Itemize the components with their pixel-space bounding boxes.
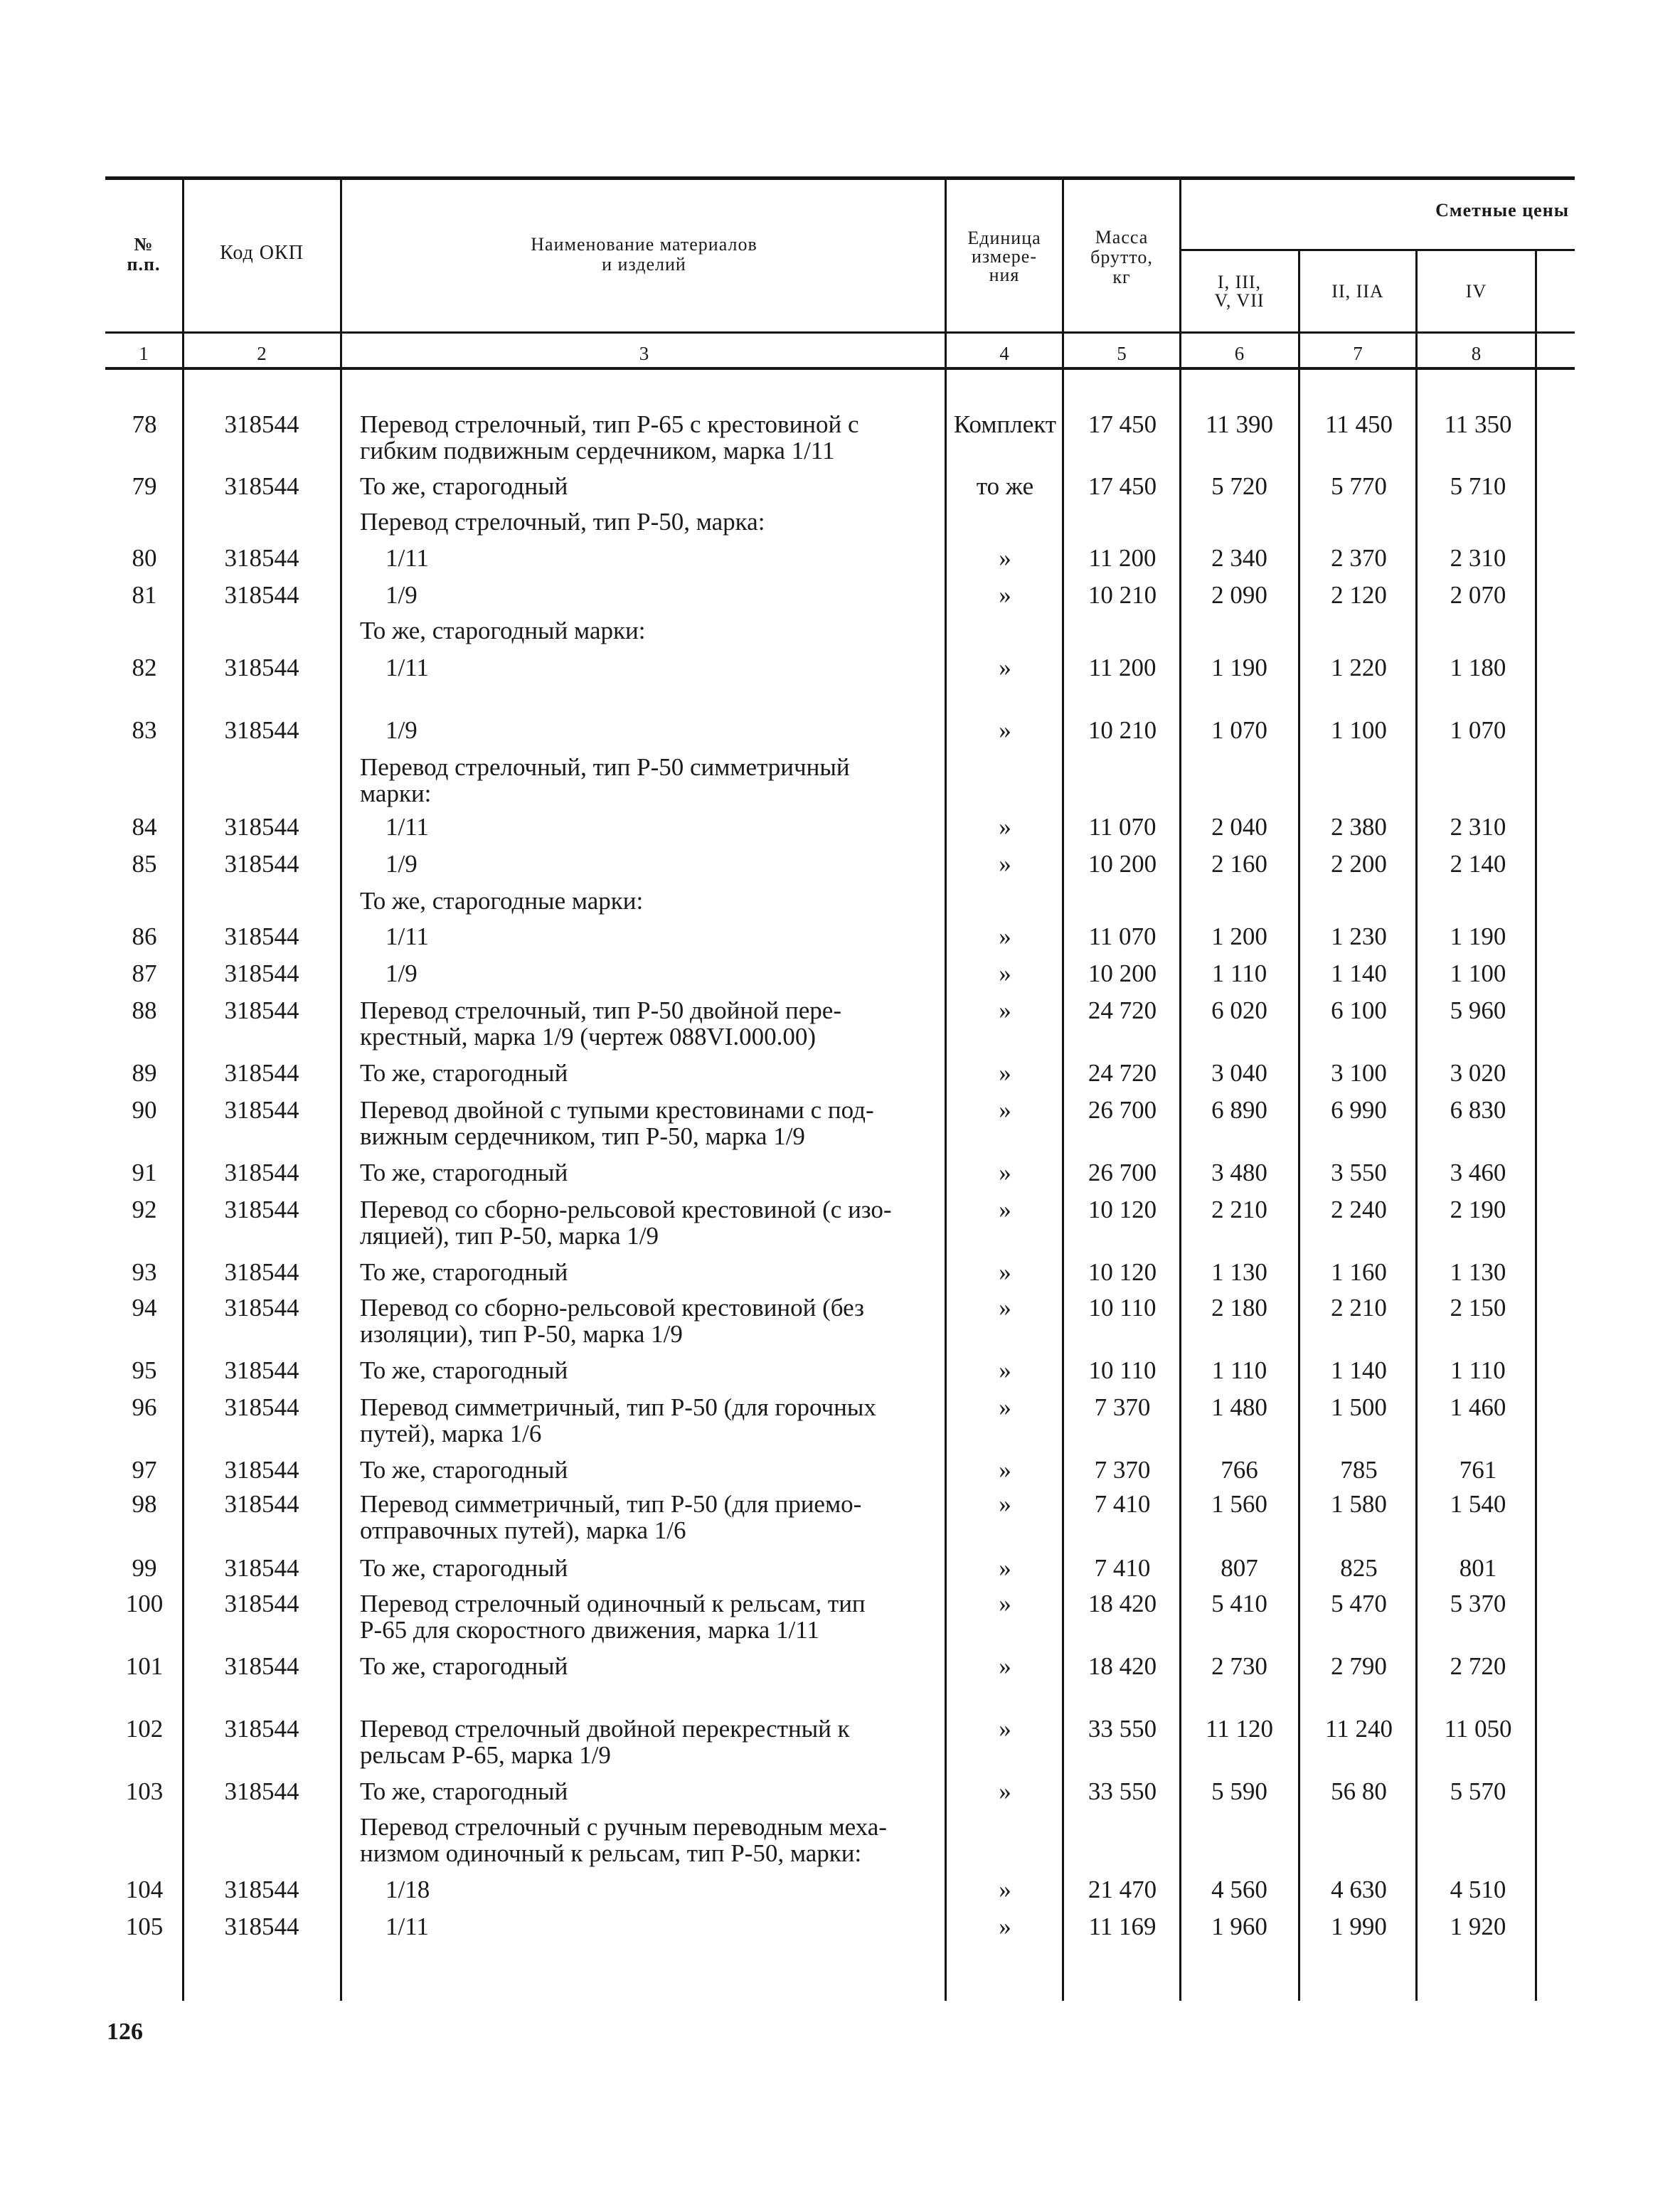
unit-of-measure: »: [999, 1456, 1011, 1484]
price-zone-3: 1 110: [1450, 1356, 1506, 1384]
item-name-line: изоляции), тип Р-50, марка 1/9: [360, 1320, 683, 1348]
item-name: [360, 617, 1036, 644]
unit-of-measure: »: [999, 654, 1011, 681]
gross-mass: 10 120: [1088, 1196, 1157, 1223]
column-number: 5: [1117, 343, 1127, 364]
price-zone-3: 1 460: [1450, 1393, 1506, 1421]
unit-of-measure: »: [999, 923, 1011, 950]
item-name: [360, 1814, 1036, 1866]
unit-of-measure: »: [999, 544, 1011, 572]
item-name-line: ляцией), тип Р-50, марка 1/9: [360, 1222, 659, 1250]
item-name-line: То же, старогодный: [360, 1356, 568, 1384]
item-name: [360, 1876, 1061, 1903]
price-zone-2: 4 630: [1331, 1876, 1387, 1903]
unit-of-measure: »: [999, 1715, 1011, 1743]
okp-code: 318544: [224, 1590, 299, 1617]
price-zone-1: 3 480: [1211, 1159, 1267, 1186]
price-zone-3: 11 350: [1444, 410, 1512, 438]
item-name: [360, 1913, 1061, 1940]
item-name-line: 1/11: [386, 923, 429, 950]
price-zone-3: 1 130: [1450, 1258, 1506, 1286]
price-zone-3: 1 100: [1450, 959, 1506, 987]
item-name-line: 1/9: [386, 959, 418, 987]
gross-mass: 10 210: [1088, 716, 1157, 744]
gross-mass: 11 200: [1088, 654, 1157, 681]
price-zone-1: 2 160: [1211, 850, 1267, 878]
item-name-line: То же, старогодный марки:: [360, 617, 646, 644]
gross-mass: 7 410: [1094, 1554, 1151, 1582]
price-zone-3: 2 140: [1450, 850, 1506, 878]
price-zone-3: 1 190: [1450, 923, 1506, 950]
unit-of-measure: »: [999, 1590, 1011, 1617]
price-zone-1: 1 560: [1211, 1490, 1267, 1518]
header-code: Код ОКП: [220, 242, 304, 264]
unit-of-measure: »: [999, 1294, 1011, 1322]
unit-of-measure: »: [999, 1258, 1011, 1286]
item-name: [360, 888, 1036, 914]
column-number-rule: [105, 367, 1575, 370]
okp-code: 318544: [224, 1554, 299, 1582]
okp-code: 318544: [224, 654, 299, 681]
price-zone-1: 2 340: [1211, 544, 1267, 572]
price-zone-1: 1 190: [1211, 654, 1267, 681]
top-rule: [105, 176, 1575, 180]
unit-of-measure: Комплект: [953, 410, 1057, 438]
price-zone-1: 4 560: [1211, 1876, 1267, 1903]
okp-code: 318544: [224, 544, 299, 572]
price-zone-2: 2 210: [1331, 1294, 1387, 1322]
price-zone-1: 1 200: [1211, 923, 1267, 950]
gross-mass: 18 420: [1088, 1590, 1157, 1617]
row-number: 80: [132, 544, 157, 572]
okp-code: 318544: [224, 1258, 299, 1286]
row-number: 82: [132, 654, 157, 681]
gross-mass: 7 370: [1094, 1456, 1151, 1484]
column-number: 7: [1353, 343, 1363, 364]
table-sheet: [105, 0, 1575, 2185]
price-zone-1: 11 390: [1206, 410, 1273, 438]
row-number: 103: [125, 1777, 164, 1805]
column-number: 6: [1234, 343, 1245, 364]
price-zone-3: 2 190: [1450, 1196, 1506, 1223]
price-zone-3: 2 310: [1450, 813, 1506, 841]
item-name-line: отправочных путей), марка 1/6: [360, 1516, 686, 1544]
price-zone-2: 2 240: [1331, 1196, 1387, 1223]
price-zone-2: 2 380: [1331, 813, 1387, 841]
row-number: 78: [132, 410, 157, 438]
gross-mass: 26 700: [1088, 1096, 1157, 1124]
item-name-line: низмом одиночный к рельсам, тип Р-50, марки:: [360, 1839, 862, 1867]
item-name-line: вижным сердечником, тип Р-50, марка 1/9: [360, 1122, 805, 1150]
price-zone-3: 2 310: [1450, 544, 1506, 572]
okp-code: 318544: [224, 996, 299, 1024]
item-name-line: Перевод симметричный, тип Р-50 (для приемо-: [360, 1490, 862, 1518]
unit-of-measure: »: [999, 1876, 1011, 1903]
item-name: [360, 1060, 1036, 1086]
item-name-line: 1/11: [386, 544, 429, 572]
item-name: [360, 754, 1036, 807]
price-zone-3: 1 920: [1450, 1913, 1506, 1940]
item-name: [360, 1259, 1036, 1285]
okp-code: 318544: [224, 1159, 299, 1186]
price-zone-3: 6 830: [1450, 1096, 1506, 1124]
item-name-line: 1/9: [386, 716, 418, 744]
item-name: [360, 1097, 1036, 1149]
unit-of-measure: »: [999, 581, 1011, 609]
gross-mass: 10 110: [1088, 1294, 1157, 1322]
price-zone-2: 1 990: [1331, 1913, 1387, 1940]
header-zone-1: I, III, V, VII: [1214, 272, 1265, 311]
item-name-line: То же, старогодный: [360, 1456, 568, 1484]
unit-of-measure: »: [999, 1096, 1011, 1124]
item-name-line: То же, старогодный: [360, 1159, 568, 1186]
price-zone-2: 1 230: [1331, 923, 1387, 950]
column-divider: [340, 180, 342, 2001]
row-number: 98: [132, 1490, 157, 1518]
item-name: [360, 1555, 1036, 1581]
gross-mass: 26 700: [1088, 1159, 1157, 1186]
prices-subheader-rule: [1181, 249, 1575, 251]
column-number: 4: [999, 343, 1009, 364]
unit-of-measure: то же: [976, 472, 1034, 500]
gross-mass: 24 720: [1088, 996, 1157, 1024]
row-number: 99: [132, 1554, 157, 1582]
price-zone-2: 1 580: [1331, 1490, 1387, 1518]
okp-code: 318544: [224, 1196, 299, 1223]
unit-of-measure: »: [999, 959, 1011, 987]
gross-mass: 7 410: [1094, 1490, 1151, 1518]
row-number: 100: [125, 1590, 164, 1617]
item-name-line: Перевод со сборно-рельсовой крестовиной (без: [360, 1294, 864, 1322]
header-prices: Сметные цены: [1435, 200, 1569, 220]
price-zone-1: 2 730: [1211, 1652, 1267, 1680]
unit-of-measure: »: [999, 1490, 1011, 1518]
gross-mass: 21 470: [1088, 1876, 1157, 1903]
price-zone-1: 6 020: [1211, 996, 1267, 1024]
unit-of-measure: »: [999, 850, 1011, 878]
okp-code: 318544: [224, 1913, 299, 1940]
item-name: [360, 960, 1061, 987]
price-zone-1: 5 590: [1211, 1777, 1267, 1805]
item-name: [360, 1716, 1036, 1768]
row-number: 90: [132, 1096, 157, 1124]
price-zone-1: 1 110: [1211, 959, 1267, 987]
okp-code: 318544: [224, 716, 299, 744]
price-zone-3: 1 180: [1450, 654, 1506, 681]
gross-mass: 7 370: [1094, 1393, 1151, 1421]
price-zone-2: 1 140: [1331, 1356, 1387, 1384]
item-name: [360, 1357, 1036, 1383]
okp-code: 318544: [224, 410, 299, 438]
header-zone-2: II, IIA: [1331, 281, 1384, 302]
price-zone-1: 3 040: [1211, 1059, 1267, 1087]
row-number: 92: [132, 1196, 157, 1223]
price-zone-3: 3 020: [1450, 1059, 1506, 1087]
unit-of-measure: »: [999, 1913, 1011, 1940]
price-zone-2: 6 990: [1331, 1096, 1387, 1124]
item-name-line: То же, старогодные марки:: [360, 887, 644, 915]
price-zone-2: 11 450: [1325, 410, 1393, 438]
unit-of-measure: »: [999, 1393, 1011, 1421]
row-number: 84: [132, 813, 157, 841]
header-name: Наименование материалов и изделий: [531, 234, 757, 275]
row-number: 89: [132, 1059, 157, 1087]
row-number: 93: [132, 1258, 157, 1286]
item-name-line: То же, старогодный: [360, 1652, 568, 1680]
item-name-line: Перевод стрелочный, тип Р-50 двойной пере-: [360, 996, 841, 1024]
unit-of-measure: »: [999, 716, 1011, 744]
item-name: [360, 814, 1061, 840]
item-name: [360, 1159, 1036, 1186]
item-name-line: 1/11: [386, 813, 429, 841]
price-zone-2: 1 100: [1331, 716, 1387, 744]
item-name-line: То же, старогодный: [360, 472, 568, 500]
price-zone-3: 5 710: [1450, 472, 1506, 500]
unit-of-measure: »: [999, 1196, 1011, 1223]
unit-of-measure: »: [999, 1554, 1011, 1582]
item-name-line: Р-65 для скоростного движения, марка 1/11: [360, 1616, 819, 1644]
price-zone-1: 1 110: [1211, 1356, 1267, 1384]
unit-of-measure: »: [999, 1356, 1011, 1384]
item-name: [360, 654, 1061, 681]
unit-of-measure: »: [999, 1059, 1011, 1087]
header-unit: Единица измере- ния: [967, 228, 1041, 285]
price-zone-1: 2 180: [1211, 1294, 1267, 1322]
gross-mass: 18 420: [1088, 1652, 1157, 1680]
price-zone-3: 2 720: [1450, 1652, 1506, 1680]
item-name-line: 1/11: [386, 654, 429, 681]
gross-mass: 10 200: [1088, 959, 1157, 987]
item-name: [360, 851, 1061, 877]
row-number: 86: [132, 923, 157, 950]
column-number: 3: [639, 343, 649, 364]
price-zone-2: 5 770: [1331, 472, 1387, 500]
price-zone-3: 2 150: [1450, 1294, 1506, 1322]
price-zone-2: 1 140: [1331, 959, 1387, 987]
item-name: [360, 1196, 1036, 1249]
price-zone-2: 3 100: [1331, 1059, 1387, 1087]
price-zone-2: 1 160: [1331, 1258, 1387, 1286]
row-number: 101: [125, 1652, 164, 1680]
price-zone-3: 5 960: [1450, 996, 1506, 1024]
item-name-line: Перевод стрелочный двойной перекрестный к: [360, 1715, 850, 1743]
okp-code: 318544: [224, 1294, 299, 1322]
item-name: [360, 717, 1061, 743]
okp-code: 318544: [224, 472, 299, 500]
price-zone-1: 5 410: [1211, 1590, 1267, 1617]
unit-of-measure: »: [999, 1159, 1011, 1186]
okp-code: 318544: [224, 813, 299, 841]
header-zone-3: IV: [1465, 281, 1487, 302]
price-zone-3: 11 050: [1444, 1715, 1512, 1743]
price-zone-2: 1 500: [1331, 1393, 1387, 1421]
price-zone-3: 3 460: [1450, 1159, 1506, 1186]
item-name: [360, 545, 1061, 571]
okp-code: 318544: [224, 923, 299, 950]
price-zone-3: 1 070: [1450, 716, 1506, 744]
price-zone-1: 5 720: [1211, 472, 1267, 500]
column-number: 8: [1471, 343, 1482, 364]
gross-mass: 10 110: [1088, 1356, 1157, 1384]
price-zone-1: 6 890: [1211, 1096, 1267, 1124]
okp-code: 318544: [224, 1876, 299, 1903]
item-name-line: гибким подвижным сердечником, марка 1/11: [360, 437, 835, 464]
item-name-line: крестный, марка 1/9 (чертеж 088VI.000.00): [360, 1023, 817, 1051]
unit-of-measure: »: [999, 996, 1011, 1024]
row-number: 105: [125, 1913, 164, 1940]
item-name: [360, 509, 1036, 535]
item-name-line: Перевод стрелочный, тип Р-65 с крестовиной с: [360, 410, 859, 438]
item-name: [360, 1491, 1036, 1543]
unit-of-measure: »: [999, 1777, 1011, 1805]
item-name-line: рельсам Р-65, марка 1/9: [360, 1741, 611, 1769]
price-zone-1: 2 040: [1211, 813, 1267, 841]
row-number: 96: [132, 1393, 157, 1421]
price-zone-3: 1 540: [1450, 1490, 1506, 1518]
column-number: 1: [139, 343, 149, 364]
item-name-line: 1/11: [386, 1913, 429, 1940]
price-zone-1: 1 960: [1211, 1913, 1267, 1940]
price-zone-1: 11 120: [1206, 1715, 1273, 1743]
price-zone-2: 2 370: [1331, 544, 1387, 572]
price-zone-1: 2 210: [1211, 1196, 1267, 1223]
gross-mass: 33 550: [1088, 1715, 1157, 1743]
price-zone-1: 1 130: [1211, 1258, 1267, 1286]
header-bottom-rule: [105, 331, 1575, 334]
price-zone-1: 807: [1221, 1554, 1258, 1582]
item-name: [360, 1457, 1036, 1483]
row-number: 79: [132, 472, 157, 500]
item-name: [360, 923, 1061, 950]
unit-of-measure: »: [999, 813, 1011, 841]
item-name-line: марки:: [360, 780, 432, 807]
okp-code: 318544: [224, 959, 299, 987]
okp-code: 318544: [224, 1777, 299, 1805]
item-name-line: То же, старогодный: [360, 1554, 568, 1582]
okp-code: 318544: [224, 1715, 299, 1743]
item-name: [360, 1294, 1036, 1347]
column-number: 2: [257, 343, 267, 364]
row-number: 97: [132, 1456, 157, 1484]
page-number: 126: [107, 2019, 143, 2045]
row-number: 94: [132, 1294, 157, 1322]
gross-mass: 11 169: [1088, 1913, 1157, 1940]
row-number: 102: [125, 1715, 164, 1743]
row-number: 91: [132, 1159, 157, 1186]
price-zone-2: 2 120: [1331, 581, 1387, 609]
okp-code: 318544: [224, 1456, 299, 1484]
gross-mass: 33 550: [1088, 1777, 1157, 1805]
header-num: № п.п.: [127, 234, 161, 275]
item-name: [360, 411, 1036, 464]
row-number: 88: [132, 996, 157, 1024]
gross-mass: 17 450: [1088, 472, 1157, 500]
okp-code: 318544: [224, 1490, 299, 1518]
gross-mass: 11 070: [1088, 813, 1157, 841]
unit-of-measure: »: [999, 1652, 1011, 1680]
gross-mass: 17 450: [1088, 410, 1157, 438]
okp-code: 318544: [224, 1393, 299, 1421]
price-zone-2: 5 470: [1331, 1590, 1387, 1617]
price-zone-3: 4 510: [1450, 1876, 1506, 1903]
item-name: [360, 473, 1036, 499]
header-mass: Масса брутто, кг: [1090, 227, 1153, 287]
price-zone-2: 1 220: [1331, 654, 1387, 681]
price-zone-3: 2 070: [1450, 581, 1506, 609]
price-zone-1: 1 070: [1211, 716, 1267, 744]
row-number: 85: [132, 850, 157, 878]
item-name: [360, 1590, 1036, 1643]
item-name: [360, 1394, 1036, 1447]
okp-code: 318544: [224, 850, 299, 878]
row-number: 95: [132, 1356, 157, 1384]
item-name: [360, 582, 1061, 608]
item-name-line: 1/9: [386, 850, 418, 878]
row-number: 87: [132, 959, 157, 987]
gross-mass: 10 210: [1088, 581, 1157, 609]
item-name-line: путей), марка 1/6: [360, 1420, 542, 1447]
item-name-line: 1/9: [386, 581, 418, 609]
price-zone-2: 785: [1340, 1456, 1378, 1484]
price-zone-2: 56 80: [1331, 1777, 1387, 1805]
price-zone-2: 11 240: [1325, 1715, 1393, 1743]
item-name-line: То же, старогодный: [360, 1059, 568, 1087]
gross-mass: 11 200: [1088, 544, 1157, 572]
item-name-line: Перевод стрелочный одиночный к рельсам, тип: [360, 1590, 866, 1617]
okp-code: 318544: [224, 1652, 299, 1680]
price-zone-1: 1 480: [1211, 1393, 1267, 1421]
gross-mass: 11 070: [1088, 923, 1157, 950]
price-zone-2: 2 200: [1331, 850, 1387, 878]
gross-mass: 24 720: [1088, 1059, 1157, 1087]
okp-code: 318544: [224, 1059, 299, 1087]
row-number: 104: [125, 1876, 164, 1903]
row-number: 83: [132, 716, 157, 744]
price-zone-3: 761: [1459, 1456, 1497, 1484]
item-name-line: То же, старогодный: [360, 1777, 568, 1805]
item-name-line: Перевод стрелочный, тип Р-50, марка:: [360, 508, 765, 536]
item-name-line: То же, старогодный: [360, 1258, 568, 1286]
price-zone-2: 2 790: [1331, 1652, 1387, 1680]
price-zone-2: 6 100: [1331, 996, 1387, 1024]
price-zone-3: 5 370: [1450, 1590, 1506, 1617]
item-name-line: Перевод симметричный, тип Р-50 (для горочных: [360, 1393, 876, 1421]
item-name-line: Перевод стрелочный с ручным переводным меха-: [360, 1813, 887, 1841]
okp-code: 318544: [224, 1096, 299, 1124]
okp-code: 318544: [224, 1356, 299, 1384]
price-zone-1: 2 090: [1211, 581, 1267, 609]
price-zone-1: 766: [1221, 1456, 1258, 1484]
price-zone-3: 801: [1459, 1554, 1497, 1582]
gross-mass: 10 120: [1088, 1258, 1157, 1286]
item-name-line: Перевод двойной с тупыми крестовинами с под-: [360, 1096, 874, 1124]
price-zone-2: 825: [1340, 1554, 1378, 1582]
item-name-line: 1/18: [386, 1876, 430, 1903]
item-name: [360, 997, 1036, 1050]
gross-mass: 10 200: [1088, 850, 1157, 878]
okp-code: 318544: [224, 581, 299, 609]
price-zone-2: 3 550: [1331, 1159, 1387, 1186]
item-name: [360, 1653, 1036, 1679]
item-name-line: Перевод со сборно-рельсовой крестовиной (с изо-: [360, 1196, 892, 1223]
item-name-line: Перевод стрелочный, тип Р-50 симметричный: [360, 753, 850, 781]
price-zone-3: 5 570: [1450, 1777, 1506, 1805]
row-number: 81: [132, 581, 157, 609]
item-name: [360, 1778, 1036, 1804]
